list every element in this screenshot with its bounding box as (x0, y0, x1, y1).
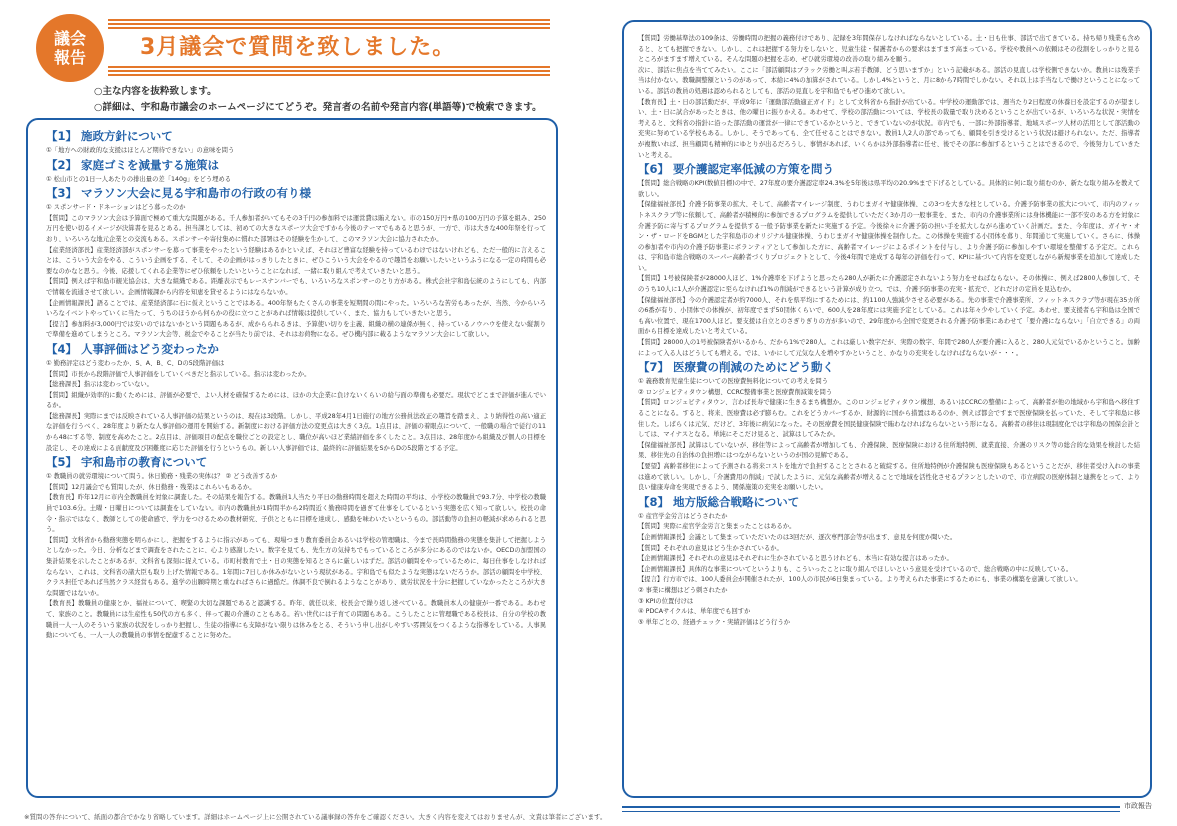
section-paragraph: ① スポンサード・ドネーションはどう募ったのか (46, 204, 186, 212)
title-stripe (108, 70, 550, 72)
section-paragraph: 【質問】例えば宇和島市観光協会は、大きな組織である。距離表示でもレースナンバーでも、いろいろなスポンサーのとり方がある。株式会社宇和島伝統のようにしても、内部で情報を流通させて欲しい。企画情報課から内容を知恵を貸せるようにはならないか。 (46, 278, 546, 296)
section-paragraph: 【質問】28000人の1号被保険者がいるから、だから1%で280人。これは厳しい数字だが、実際の数字、年間で280人が要介護に入ると、280人元気でいるかということ。加齢によって入る人はどうしても増える。では、いかにして元気な人を増やすかということ、かなりの充実をしなければならないが・・・。 (638, 339, 1140, 357)
section-heading: 【2】 家庭ゴミを減量する施策は (46, 157, 220, 172)
section-paragraph: 【質問】総合戦略のKPI(数値目標)の中で、27年度の要介護認定率24.3%を5年後は県平均の20.9%まで下げるとしている。具体的に何に取り組むのか、新たな取り組みを教えて欲しい。 (638, 180, 1140, 198)
section-paragraph: ② 事業に構想はどう刺されたか (638, 586, 728, 594)
footer-note: ※質問の答弁について、紙面の都合でかなり省略しています。詳細はホームページ上に公開されている議事録の答弁をご確認ください。大きく内容を変えてはおりませんが、文責は筆者にございます。 (24, 813, 607, 821)
section-paragraph: 【質問】労働基準法の109条は、労働時間の把握の義務付けであり、記録を3年間保存しなければならないとしている。土・日も仕事、部活で出てきている。持ち帰り残業も含めると、とても把握できない。しかし、これは把握する努力をしないと、児童生徒・保護者からの要求はますます高まっている。学校や教員への依頼はその役割をしっかりと見るところがますます増えている。そんな問題の把握を志め、ぜひ就労環境の改善の取り組みを願う。 (638, 35, 1140, 64)
section-heading: 【8】 地方版総合戦略について (638, 494, 800, 509)
section-paragraph: ① 義務教育児童生徒についての医療費無料化についての考えを問う (638, 378, 829, 386)
section-paragraph: 【総務課長】実際にまでは反映されている人事評価の結果というのは、現在は3段階。しかし、平成28年4月1日施行の地方公務員法改正の趣旨を踏まえ、より納得性の高い適正な評価を行うべく、28年度より新たな人事評価の運用を開始する。新制度における評価方法の変更点は大きく3点。1点目は、評価の着眼点について、一般職の場合で従行の11から48にする等、制度を高めたこと。2点目は、評価項目の配点を職位ごとの設定とし、職位が高いほど業績評価を多くしたこと。3点目は、28年度から組織及び個人の目標を設定し、その達成による貢献度及び困難度に応じた評価を行うというもの。新しい人事評価では、最終的に評価結果をSからDの5段階とする予定。 (46, 412, 546, 452)
section-paragraph: 【質問】12月議会でも質問したが、休日勤務・残業はこれらいもあるか。 (46, 483, 256, 491)
section-paragraph: ② ロンジェビティタウン構想、CCRC整備事業と医療費削減策を問う (638, 388, 833, 396)
section-paragraph: ① 教職員の就労環境について問う。休日勤務・残業の実体は？ ② どう改善するか (46, 473, 278, 481)
section-heading: 【6】 要介護認定率低減の方策を問う (638, 162, 835, 177)
right-column-box (622, 20, 1152, 798)
intro-line: ○主な内容を抜粋致します。 (94, 86, 217, 97)
left-column-box (26, 118, 558, 798)
section-paragraph: 【教育長】土・日の部活動だが、平成9年に「運動部活動適正ガイド」として文科省から指針が出ている。中学校の運動部では、週当たり2日程度の休養日を設定するのが望ましい、土・日に試合があったときは、他の曜日に振りかえる。あわせて、学校の部活動については、学校長の裁量で取り決めるということが出ているが、いろいろな状況・実情を考えると、文科省の指針に沿った部活動の運営が一律にできているかというと、できていないのが状況。市内でも、一部に外部指導者、地域スポーツ人材の活用として部活動の充実に努めている学校もある。しかし、そうであっても、全て任せることはできない。教員1人2人の部であっても、顧問を引き受けるという状況は避けられない。ただ、指導者が複数いれば、担当顧問も精神的にゆとりが出るだろうし、事情があれば、いくらかは外部指導者に任せ、後でその部に参加するということはできるので、今後努力していきたいと考える。 (638, 98, 1140, 159)
section-paragraph: 【企画情報課長】それぞれの意見はそれぞれに生かされていると思うけれども、本当に有効な提言はあったか。 (638, 555, 953, 563)
section-paragraph: 【保健福祉部長】介護予防事業の拡大、そして、高齢者マイレージ制度、うわじまガイヤ健康体操、この3つを大きな柱としている。介護予防事業の拡大について、市内のフィットネスクラブ等に依頼して、高齢者が積極的に参加できるプログラムを提供していただく3か月の一般事業を、また、市内の介護事業所には身体機能に一部不安のある方を対象に介護予防に寄与するプログラムを提供する一般予防事業を新たに実施する予定。今後徐々に介護予防の担い手を拡大しながら進めていく計画だ。また、今年度は、ガイヤ・オン・ザ・ロードをBGMとした宇和島市のオリジナル健康体操、うわじまガイヤ健康体操を制作した。この体操を実施する小団体を募り、年間通じて実施していく。さらに、体操の参加者や市内の介護予防事業にボランティアとして参加した方に、高齢者マイレージによるポイントを付与し、より介護予防に参加しやすい環境を整備する予定だ。これらは、宇和島市総合戦略のスーパー高齢者づくりプロジェクトとして、今後4年間で達成する毎年の評価を行って、KPIに基づいて内容を変更しながら新規事業を追加して達成したい。 (638, 201, 1140, 272)
question-section (46, 185, 546, 341)
section-paragraph: ④ PDCAサイクルは、単年度でも回すか (638, 608, 751, 616)
badge-line-1: 議会 (53, 29, 86, 48)
question-section (46, 128, 546, 157)
section-paragraph: 【総務課長】指示は変わっていない。 (46, 381, 153, 389)
section-paragraph: 【質問】市長から段階評価で人事評価をしていくべきだと指示している。指示は変わったか。 (46, 370, 311, 378)
section-paragraph: ① 産官学金労言はどうされたか (638, 512, 728, 520)
section-paragraph: 【質問】このマラソン大会は予算面で極めて重大な問題がある。千人参加者がいてもその3千円の参加料では運営費は賄えない。市の150万円+県の100万円の予算を組み、250万円を使い切るイメージが決算書を見るとある。担当課としては、初めての大きなスポーツ大会ですから今後のテーマでもあると思うが、一方で、市は大きな400年祭を行っており、いろいろな地元企業との交流もある。スポンサーや寄付集めに慣れた部署はその経験を生かして、このマラソン大会に協力されたか。 (46, 214, 546, 243)
question-section (46, 157, 546, 186)
section-paragraph: 次に、部活に焦点を当ててみたい。ここに「部活顧問はブラック労働と叫ぶ若手教師、どう思いますか」という記載がある。部活の見直しは学校側できないか。教員には残業手当は付かない。教職調整額というのがあって、本給に4%の加算がされている。しかし4%というと、月に8から7時間でしかない。それ以上は手当なしで働けということになっている。部活の教員の処遇は認められるとしても、部活の見直しを宇和島でもぜひ進めて欲しい。 (638, 66, 1140, 95)
section-paragraph: 【要望】高齢者移住によって予測される将来コストを地方で負担することとされると破綻する。住所地特例が介護保険も医療保険もあるということだが、移住者受け入れの事業は進めて欲しい。しかし、「介護費用の削減」で試したように、元気な高齢者が増えることで地域を活性化させるプランとしたいので、市立病院の医療体制と連携をとって、より良い健康寿命を実現できるよう、関係施策の充実をお願いしたい。 (638, 462, 1140, 492)
section-paragraph: 【質問】ロンジェビティタウン、言わば長寿で健康に生きるまち構想か。このロンジェビティタウン構想、あるいはCCRCの整備によって、高齢者が他の地域から宇和島へ移住することになる。すると、将来、医療費は必ず膨らむ。これをどうカバーするか、財源的に国から措置はあるのか、例えば都会ですまで医療保険を払っていた、そして宇和島に移住した。しばらくは元気、だけど、3年後に病気になった。その医療費を国民健康保険で賄わなければならないという形になる。高齢者の移住は現制度化では宇和島の国保会計としては、マイナスとなる。単純にそこだけ見ると、試算はしてみたか。 (638, 399, 1140, 439)
section-paragraph: ⑤ 単年ごとの、経過チェック・実績評価はどう行うか (638, 618, 791, 626)
title-stripe (108, 23, 550, 25)
section-heading: 【3】 マラソン大会に見る宇和島市の行政の有り様 (46, 186, 312, 201)
section-paragraph: 【質問】文科省から勤務実態を明らかにし、把握をするように指示があっても、現場つまり教育委員会あるいは学校の管理職は、今まで長時間勤務の実態を集計して把握しようとしなかった。今日、分析などまで調査をされたことに、心より感謝したい。数字を見ても、先生方の気持ちでもっているところが多分にあるのではないか。OECDの加盟国の集計結果を示したことがあるが、文科省も深刻に捉えている。市町村教育で土・日の実態を知るとさらに厳しいはずだ。部活の顧問をやっているために、毎日仕事をしなければならない、これは、文科省の諸大臣も取り上げた情報である。1年間に7日しか休みがないという現状がある。宇和島でも似たような実態はないだろうか。部活の顧問を中学校、クラス担任であれば当然クラス経営もある。進学の出願時期と重なればさらに過酷だ。体調不良で倒れるようなことがあり、就労状況を十分に把握していなかったところが大きな問題ではないか。 (46, 536, 547, 597)
section-paragraph: 【質問】1号被保険者が28000人ほど、1%介護率を下げようと思ったら280人が新たに介護認定されないよう努力をせねばならない。その体操に、例えば2800人参加して、そのうち10人に1人が介護認定に至らなければ1%の削減ができるという計算が成り立つ。では、介護予防事業の充実・拡充で、どれだけの定員を見込むか。 (638, 275, 1140, 294)
question-section (638, 161, 1140, 359)
footer-rule (622, 811, 1120, 812)
badge-line-2: 報告 (53, 48, 86, 67)
question-section (46, 454, 546, 642)
section-paragraph: 【産業経済部長】産業経済部がスポンサーを募って事業をやったという経験はあるかといえば、それほど豊富な経験を持っているわけではないけれども、ただ一般的に言えることは、こういう大会をやる、こういう企画をする、そして、その企画がはっきりしたときに、ぜひこういう大会をやるので趣旨をお願いしたいというふうになる一定の時間も必要なのかなと思う。今後、応援してくれる企業等にぜひ依頼をしたいということになれば、一緒に取り組んで考えていきたいと思う。 (46, 246, 546, 275)
question-section (46, 341, 546, 454)
title-stripe (108, 27, 550, 29)
section-paragraph: 【教育長】教職員の健康とか、福祉について、喫緊の大切な課題であると認識する。昨年、就任以来、校長会で繰り返し述べている。教職員本人の健康が一番である。あわせて、家族のこと。教職員には生産性も50代の方も多く、伴って親の介護のこともある。若い世代には子育ての問題もある。こうしたことに管理職である校長は、自分の学校の教職員一人一人のそういう家族の状況をしっかり把握し、生徒の指導にも支障がない限りは休みをとる、そういう申し出がしやすい雰囲気をつくるような指導をしている。人事異動についても、一人一人の教職員の事情を配慮することに努めた。 (46, 600, 547, 640)
title-stripe (108, 74, 550, 76)
section-heading: 【7】 医療費の削減のためにどう動く (638, 360, 835, 375)
section-heading: 【4】 人事評価はどう変わったか (46, 341, 219, 356)
section-paragraph: 【教育長】昨年12月に市内全教職員を対象に調査した。その結果を報告する。教職員1人当たり平日の勤務時間を超えた時間の平均は、小学校の教職員で93.7分、中学校の教職員で103.6分。土曜・日曜日については調査をしていない。市内の教職員が1時間半から2時間近く勤務時間を過ぎて仕事をしているという実態を広く知って欲しい。校長の命令・指示ではなく、教師としての使命感で、学力をつけるための教材研究、子供とともに目標を達成し、感動を味わいたいというもの。部活動等の負担の軽減が求められると思う。 (46, 494, 546, 534)
section-paragraph: 【提言】行方市では、100人委員会が開催されたが、100人の市民が6日集まっている。より考えられた事業にするためにも、事業の構築を意識して欲しい。 (638, 576, 1082, 584)
footer-rule (622, 806, 1120, 808)
section-paragraph: 【提言】参加料が3,000円では安いのではないかという問題もあるが、成からられるきは、予算使い切りを主義、組織の横の連係が無く、持っているノウハウを使えない縦割りで準備を進めてしまうところ。マラソン大会等、税金でやることが当たり前では、それはお荷物になる。ぜひ機内部に載るようなマラソン大会にして欲しい。 (46, 320, 546, 339)
section-paragraph: ①「地方への財政的な支援はほとんど期待できない」の意味を問う (46, 147, 235, 154)
section-heading: 【5】 宇和島市の教育について (46, 455, 208, 470)
question-section (638, 34, 1140, 161)
section-paragraph: 【保健福祉部長】今の介護認定者が約7000人、それを県平均にするためには、約1100人強減少させる必要がある。先の事業で介護事業所、フィットネスクラブ等が現在35カ所の6番が有り、小団体での体操が、初年度でまず50団体くらいで、600人を28年度には実施予定としている。これは年々少やしていく予定。あわせ、要支援者も宇和島は全国でも高い位置で、現在1700人ほど。要支援は自立とのさぎりぎりの方が多いので、29年度から全国で変更される介護予防事業にあわせて「要介護にならない」「自立できる」の両面から目標を達成したいと考えている。 (638, 296, 1140, 336)
section-paragraph: ① 勤務評定はどう変わったか、S、A、B、C、Dの5段階評価は (46, 359, 225, 367)
section-paragraph: 【質問】組織が効率的に動くためには、評価が必要で、よい人材を確保するためには、ほかの大企業に負けないくらいの給与面の準備も必要だ。現状でどこまで評価が進んでいるか。 (46, 391, 546, 410)
question-section (638, 359, 1140, 494)
section-paragraph: 【質問】それぞれの意見はどう生かされているか。 (638, 544, 783, 552)
title-stripe (108, 19, 550, 21)
section-heading: 【1】 施政方針について (46, 129, 173, 143)
page-label: 市政報告 (1124, 802, 1152, 810)
section-paragraph: 【企画情報課長】語ることでは、産業経済部に石に仮えということではある。400年祭もたくさんの事業を短期間の間にやった。いろいろな苦労もあったが、当然、今からいろいろなイベントやっていくに当たって、うちのほうから何らかの役に立つことがあれば情報は提供していく、また、協力もしていきたいと思う。 (46, 299, 546, 318)
section-paragraph: 【企画情報課長】具体的な事業についてというよりも、こういったことに取り組んでほしいという意見を受けているので、総合戦略の中に反映している。 (638, 565, 1073, 573)
section-paragraph: ① 松山市との1日一人あたりの排出量の差「140g」をどう埋める (46, 175, 232, 183)
title-stripe (108, 66, 550, 68)
question-section (638, 494, 1140, 629)
council-report-badge (36, 14, 104, 82)
section-paragraph: 【質問】実際に産官学金労言と集まったことはあるか。 (638, 523, 796, 531)
section-paragraph: ③ KPIの位置付けは (638, 597, 694, 605)
intro-line: ○詳細は、宇和島市議会のホームページにてどうぞ。発言者の名前や発言内容(単語等)で検索できます。 (94, 102, 542, 113)
page-title: 3月議会で質問を致しました。 (140, 35, 456, 60)
section-paragraph: 【保健福祉部長】試算はしていないが、移住等によって高齢者が増加しても、介護保険、医療保険における住所地特例、就業直接、介護のリスク等の総合的な効果を検討した結果、移住先の自治体の負担増にはつながらないというのが国の見解である。 (638, 441, 1140, 460)
intro-notes (94, 84, 542, 116)
section-paragraph: 【企画情報課長】会議として集まっていただいたのは3回だが、逐次専門部会等が出ます、意見を何度か聞いた。 (638, 533, 957, 541)
